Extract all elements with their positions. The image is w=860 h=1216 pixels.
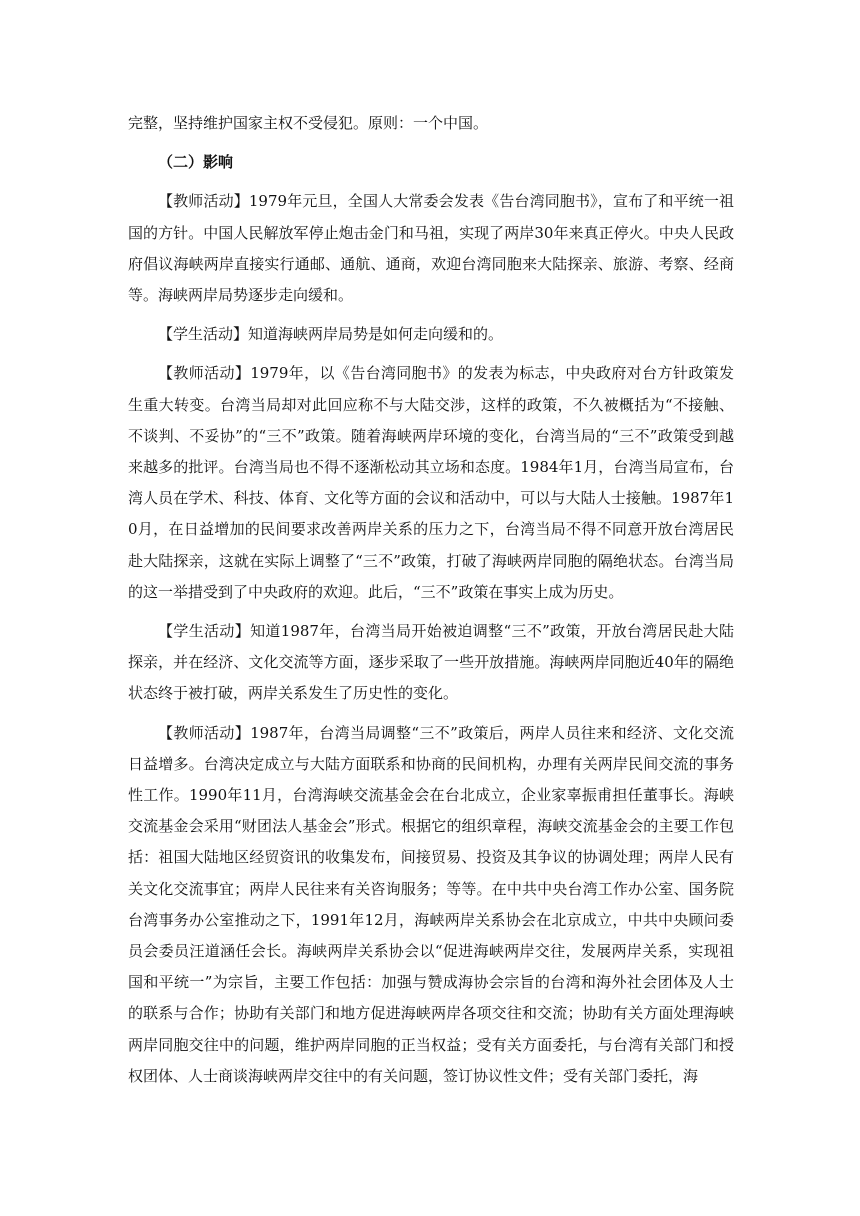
teacher-activity-paragraph: 【教师活动】1979年，以《告台湾同胞书》的发表为标志，中央政府对台方针政策发生重大转变。台湾当局却对此回应称不与大陆交涉，这样的政策，不久被概括为“不接触、不谈判、不妥协”的“三不”政策。随着海峡两岸环境的变化，台湾当局的“三不”政策受到越来越多的批评。台湾当局也不得不逐渐松动其立场和态度。1984年1月，台湾当局宣布，台湾人员在学术、科技、体育、文化等方面的会议和活动中，可以与大陆人士接触。1987年10月，在日益增加的民间要求改善两岸关系的压力之下，台湾当局不得不同意开放台湾居民赴大陆探亲，这就在实际上调整了“三不”政策，打破了海峡两岸同胞的隔绝状态。台湾当局的这一举措受到了中央政府的欢迎。此后，“三不”政策在事实上成为历史。 [128,364,734,601]
teacher-activity-paragraph: 【教师活动】1987年，台湾当局调整“三不”政策后，两岸人员往来和经济、文化交流日益增多。台湾决定成立与大陆方面联系和协商的民间机构，办理有关两岸民间交流的事务性工作。1990年11月，台湾海峡交流基金会在台北成立，企业家辜振甫担任董事长。海峡交流基金会采用“财团法人基金会”形式。根据它的组织章程，海峡交流基金会的主要工作包括：祖国大陆地区经贸资讯的收集发布，间接贸易、投资及其争议的协调处理；两岸人民有关文化交流事宜；两岸人民往来有关咨询服务；等等。在中共中央台湾工作办公室、国务院台湾事务办公室推动之下，1991年12月，海峡两岸关系协会在北京成立，中共中央顾问委员会委员汪道涵任会长。海峡两岸关系协会以“促进海峡两岸交往，发展两岸关系，实现祖国和平统一”为宗旨，主要工作包括：加强与赞成海协会宗旨的台湾和海外社会团体及人士的联系与合作；协助有关部门和地方促进海峡两岸各项交往和交流；协助有关方面处理海峡两岸同胞交往中的问题，维护两岸同胞的正当权益；受有关方面委托，与台湾有关部门和授权团体、人士商谈海峡两岸交往中的有关问题，签订协议性文件；受有关部门委托，海 [128,723,734,1085]
section-heading: （二）影响 [158,153,234,172]
teacher-activity-paragraph: 【教师活动】1979年元旦，全国人大常委会发表《告台湾同胞书》，宣布了和平统一祖国的方针。中国人民解放军停止炮击金门和马祖，实现了两岸30年来真正停火。中央人民政府倡议海峡两岸直接实行通邮、通航、通商，欢迎台湾同胞来大陆探亲、旅游、考察、经商等。海峡两岸局势逐步走向缓和。 [128,192,734,305]
student-activity-paragraph: 【学生活动】知道海峡两岸局势是如何走向缓和的。 [158,325,504,344]
document-body [128,108,734,1092]
student-activity-paragraph: 【学生活动】知道1987年，台湾当局开始被迫调整“三不”政策，开放台湾居民赴大陆探亲，并在经济、文化交流等方面，逐步采取了一些开放措施。海峡两岸同胞近40年的隔绝状态终于被打破，两岸关系发生了历史性的变化。 [128,622,734,703]
continuation-paragraph: 完整，坚持维护国家主权不受侵犯。原则：一个中国。 [128,114,489,132]
